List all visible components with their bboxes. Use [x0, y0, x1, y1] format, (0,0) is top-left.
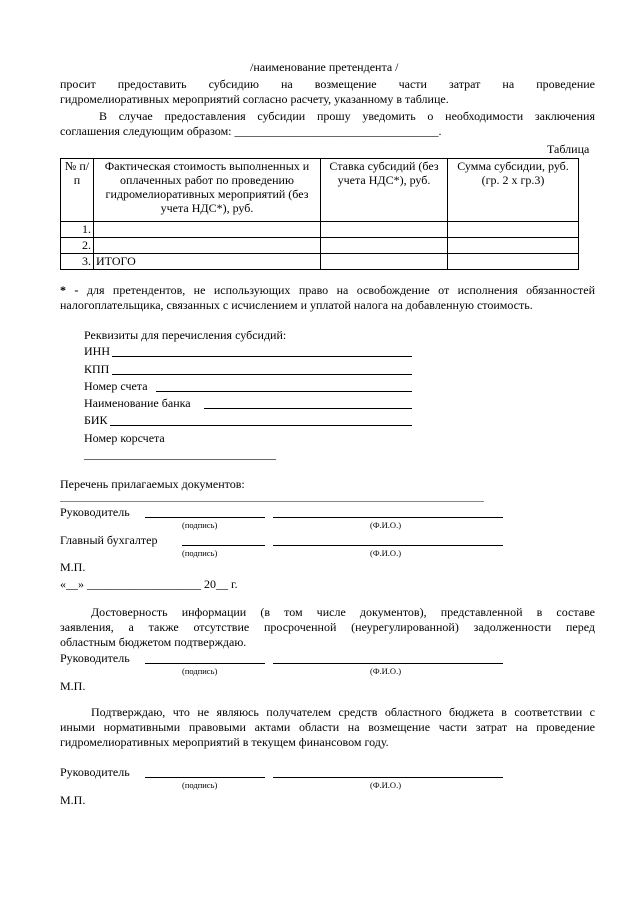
head-signature-line — [145, 663, 265, 664]
bank-field-line — [204, 408, 412, 409]
table-row — [61, 222, 579, 238]
stamp-label: М.П. — [60, 679, 86, 693]
row-num: 1. — [61, 222, 94, 238]
confirmation-line-3: гидромелиоративных мероприятий в текущем финансовом году. — [60, 735, 389, 749]
documents-title: Перечень прилагаемых документов: — [60, 477, 245, 491]
row-sum — [448, 238, 579, 254]
header-rate: Ставка субсидий (без учета НДС*), руб. — [321, 159, 448, 222]
fio-caption: (Ф.И.О.) — [370, 548, 402, 558]
head-signature-line — [145, 517, 265, 518]
footnote-marker: * - — [60, 283, 79, 297]
inn-field-line — [112, 356, 412, 357]
head-label: Руководитель — [60, 651, 130, 665]
subsidy-table — [60, 158, 579, 270]
applicant-name-caption: /наименование претендента / — [250, 60, 399, 74]
intro-line-1: просит предоставить субсидию на возмещение части затрат на проведение — [60, 77, 595, 91]
corr-account-label: Номер корсчета — [84, 431, 165, 445]
signature-caption: (подпись) — [182, 520, 218, 530]
accountant-signature-line — [182, 545, 265, 546]
header-sum: Сумма субсидии, руб. (гр. 2 х гр.3) — [448, 159, 579, 222]
notify-line-1: В случае предоставления субсидии прошу уведомить о необходимости заключения — [99, 109, 595, 123]
row-rate — [321, 254, 448, 270]
inn-label: ИНН — [84, 344, 110, 358]
notify-blank: __________________________________. — [234, 124, 442, 138]
row-sum — [448, 254, 579, 270]
requisites-title: Реквизиты для перечисления субсидий: — [84, 328, 287, 342]
reliability-line-3: областным бюджетом подтверждаю. — [60, 635, 247, 649]
account-field-line — [156, 391, 412, 392]
header-cost: Фактическая стоимость выполненных и оплаченных работ по проведению гидромелиоративных мероприятий (без учета НДС*), руб. — [94, 159, 321, 222]
footnote-line-2: налогоплательщика, связанных с исчислением и уплатой налога на добавленную стоимость. — [60, 298, 533, 312]
table-row — [61, 254, 579, 270]
footnote-text-1: для претендентов, не использующих право на освобождение от исполнения обязанностей — [86, 283, 596, 297]
reliability-line-1: Достоверность информации (в том числе документов), представленной в составе — [91, 605, 595, 619]
table-caption: Таблица — [547, 142, 590, 156]
notify-label: соглашения следующим образом: — [60, 124, 232, 138]
row-rate — [321, 222, 448, 238]
bank-label: Наименование банка — [84, 396, 191, 410]
fio-caption: (Ф.И.О.) — [370, 780, 402, 790]
bik-field-line — [110, 425, 412, 426]
head-fio-line — [273, 517, 503, 518]
head-label: Руководитель — [60, 505, 130, 519]
intro-line-2: гидромелиоративных мероприятий согласно расчету, указанному в таблице. — [60, 92, 449, 106]
fio-caption: (Ф.И.О.) — [370, 520, 402, 530]
signature-caption: (подпись) — [182, 780, 218, 790]
footnote-line-1 — [60, 283, 595, 298]
kpp-field-line — [112, 374, 412, 375]
bik-label: БИК — [84, 413, 108, 427]
corr-account-blank: ________________________________ — [84, 447, 276, 461]
signature-caption: (подпись) — [182, 666, 218, 676]
signature-caption: (подпись) — [182, 548, 218, 558]
confirmation-line-2: иными нормативными правовыми актами области на возмещение части затрат на проведение — [60, 720, 595, 734]
date-line: «__» ___________________ 20__ г. — [60, 577, 238, 591]
stamp-label: М.П. — [60, 560, 86, 574]
chief-accountant-label: Главный бухгалтер — [60, 533, 158, 547]
kpp-label: КПП — [84, 362, 110, 376]
row-num: 3. — [61, 254, 94, 270]
row-num: 2. — [61, 238, 94, 254]
stamp-label: М.П. — [60, 793, 86, 807]
accountant-fio-line — [273, 545, 503, 546]
row-sum — [448, 222, 579, 238]
header-num: № п/п — [61, 159, 94, 222]
fio-caption: (Ф.И.О.) — [370, 666, 402, 676]
row-rate — [321, 238, 448, 254]
head-label: Руководитель — [60, 765, 130, 779]
head-fio-line — [273, 663, 503, 664]
reliability-line-2: заявления, а также отсутствие просроченной (неурегулированной) задолженности перед — [60, 620, 595, 634]
table-row — [61, 238, 579, 254]
head-signature-line — [145, 777, 265, 778]
account-label: Номер счета — [84, 379, 148, 393]
row-total-label: ИТОГО — [94, 254, 321, 270]
row-cost — [94, 222, 321, 238]
confirmation-line-1: Подтверждаю, что не являюсь получателем средств областного бюджета в соответствии с — [91, 705, 595, 719]
row-cost — [94, 238, 321, 254]
notify-line-2 — [60, 124, 442, 139]
table-header-row — [61, 159, 579, 222]
documents-field-line — [60, 501, 484, 502]
head-fio-line — [273, 777, 503, 778]
